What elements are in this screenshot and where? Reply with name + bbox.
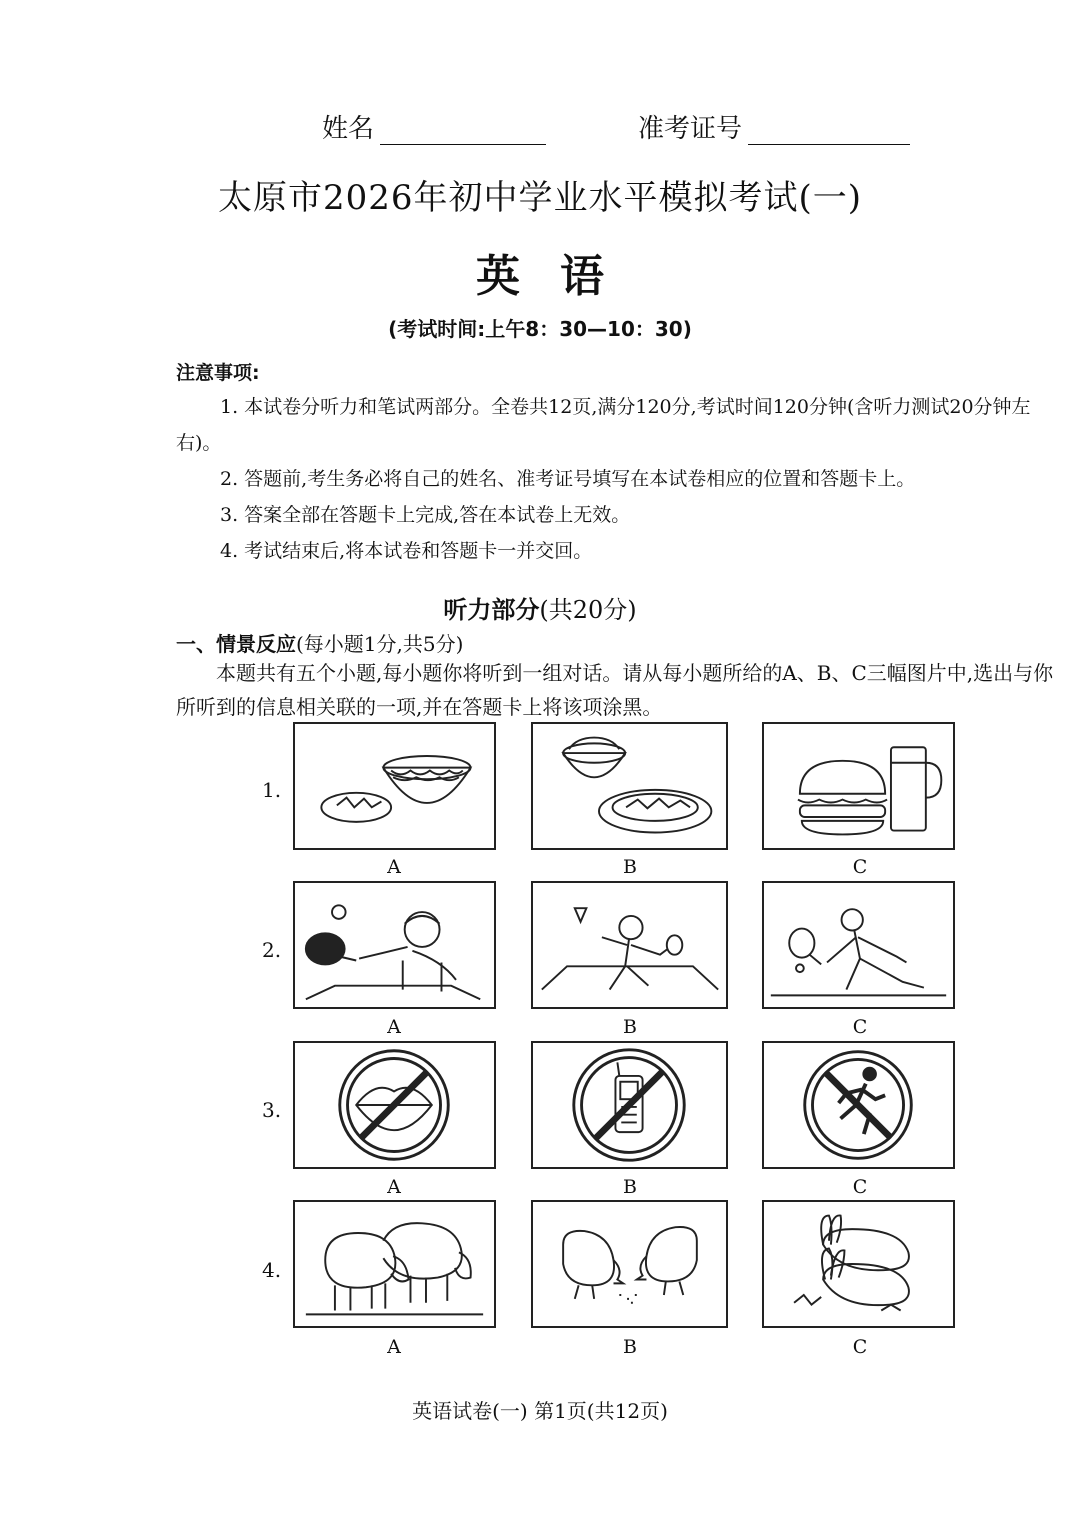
noodles-icon[interactable] — [293, 722, 496, 850]
option-letter: C — [852, 1176, 868, 1198]
question-number: 3. — [262, 1098, 282, 1122]
option-letter: C — [852, 856, 868, 878]
question-number: 1. — [262, 778, 282, 802]
no-talking-icon[interactable] — [293, 1041, 496, 1169]
part-instruction: 本题共有五个小题,每小题你将听到一组对话。请从每小题所给的A、B、C三幅图片中,选出与你所听到的信息相关联的一项,并在答题卡上将该项涂黑。 — [176, 661, 1054, 719]
option-letter: A — [387, 1176, 401, 1198]
name-field — [322, 108, 546, 145]
option-letter: A — [387, 1016, 401, 1038]
subject-title: 英语 — [476, 251, 644, 302]
option-letter: A — [387, 1336, 401, 1358]
page-footer: 英语试卷(一) 第1页(共12页) — [412, 1399, 668, 1423]
question-number: 4. — [262, 1258, 282, 1282]
note-item: 1. 本试卷分听力和笔试两部分。全卷共12页,满分120分,考试时间120分钟(含听力测试20分钟左右)。 — [176, 396, 1031, 454]
option-letter: B — [623, 1336, 637, 1358]
id-blank[interactable] — [748, 144, 910, 145]
note-item: 4. 考试结束后,将本试卷和答题卡一并交回。 — [220, 540, 593, 562]
no-running-icon[interactable] — [762, 1041, 955, 1169]
note-item: 3. 答案全部在答题卡上完成,答在本试卷上无效。 — [220, 504, 631, 526]
exam-time: (考试时间:上午8：30—10：30) — [388, 317, 692, 341]
burger-drink-icon[interactable] — [762, 722, 955, 850]
option-letter: B — [623, 1016, 637, 1038]
notes-heading: 注意事项: — [176, 362, 260, 384]
exam-title: 太原市2026年初中学业水平模拟考试(一) — [217, 178, 863, 218]
sheep-icon[interactable] — [293, 1200, 496, 1328]
rice-dish-icon[interactable] — [531, 722, 728, 850]
section-title — [0, 590, 1080, 625]
question-number: 2. — [262, 938, 282, 962]
badminton-icon[interactable] — [531, 881, 728, 1009]
section-title-text: 听力部分 — [443, 596, 540, 624]
note-item: 2. 答题前,考生务必将自己的姓名、准考证号填写在本试卷相应的位置和答题卡上。 — [220, 468, 916, 490]
option-letter: C — [852, 1336, 868, 1358]
chicks-icon[interactable] — [531, 1200, 728, 1328]
option-letter: C — [852, 1016, 868, 1038]
section-score: (共20分) — [539, 596, 637, 624]
part-score: (每小题1分,共5分) — [296, 632, 464, 656]
rabbits-icon[interactable] — [762, 1200, 955, 1328]
name-blank[interactable] — [380, 144, 546, 145]
name-label: 姓名 — [322, 114, 375, 144]
part-heading — [176, 628, 463, 657]
id-label: 准考证号 — [638, 114, 743, 144]
part-title: 一、情景反应 — [176, 632, 296, 656]
tennis-icon[interactable] — [762, 881, 955, 1009]
option-letter: B — [623, 1176, 637, 1198]
id-field — [638, 108, 910, 145]
option-letter: A — [387, 856, 401, 878]
ping-pong-icon[interactable] — [293, 881, 496, 1009]
option-letter: B — [623, 856, 637, 878]
no-phone-icon[interactable] — [531, 1041, 728, 1169]
